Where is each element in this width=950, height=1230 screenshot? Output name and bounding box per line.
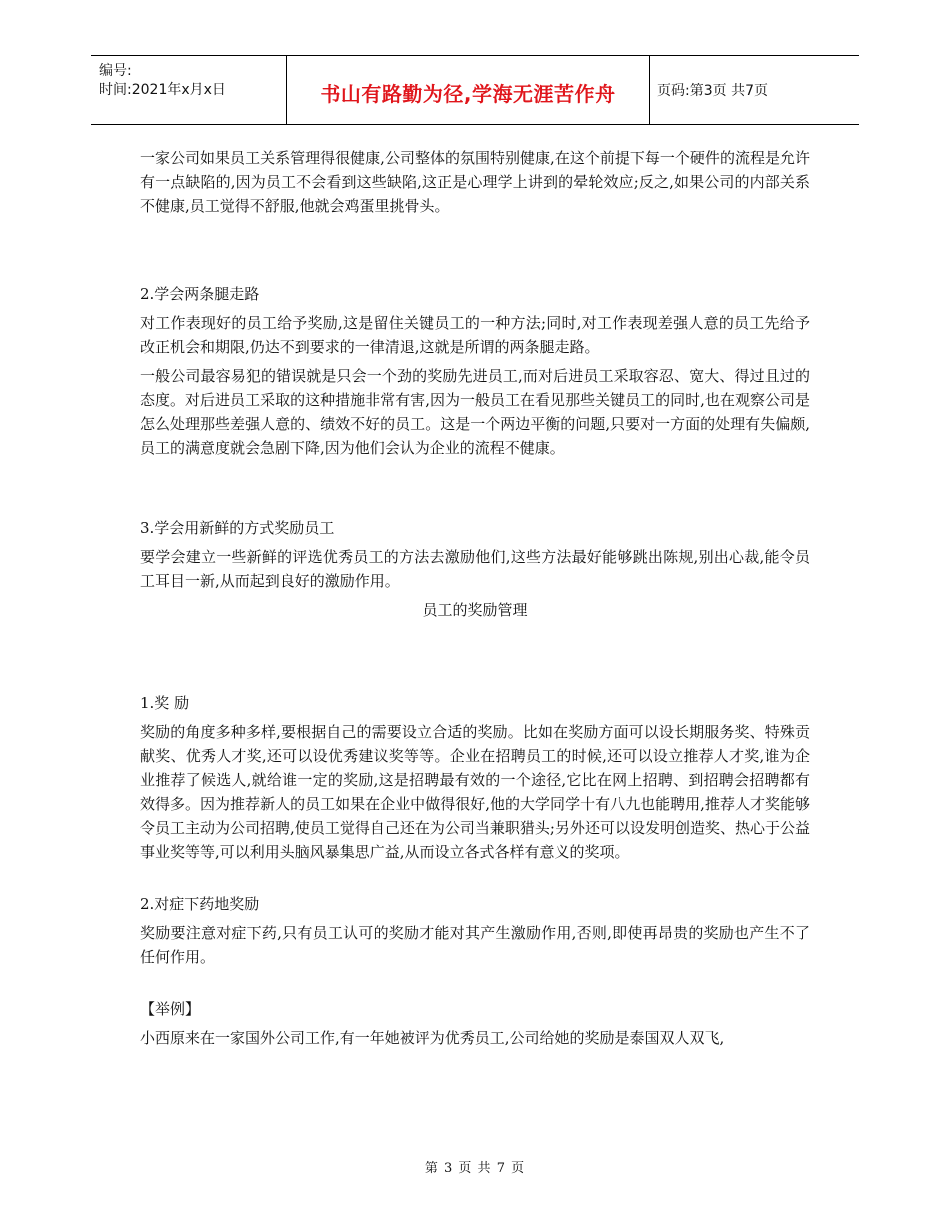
header-right-cell	[649, 56, 859, 124]
paragraph: 小西原来在一家国外公司工作,有一年她被评为优秀员工,公司给她的奖励是泰国双人双飞,	[140, 1029, 725, 1047]
document-time-label: 时间:2021年x月x日	[99, 82, 226, 98]
paragraph: 一般公司最容易犯的错误就是只会一个劲的奖励先进员工,而对后进员工采取容忍、宽大、得过且过的态度。对后进员工采取的这种措施非常有害,因为一般员工在看见那些关键员工的同时,也在观察公司是怎么处理那些差强人意的、绩效不好的员工。这是一个两边平衡的问题,只要对一方面的处理有失偏颇,员工的满意度就会急剧下降,因为他们会认为企业的流程不健康。	[140, 367, 810, 457]
section-heading: 3.学会用新鲜的方式奖励员工	[140, 519, 335, 537]
section-heading: 1.奖 励	[140, 694, 190, 712]
header-motto: 书山有路勤为径,学海无涯苦作舟	[320, 82, 616, 106]
paragraph: 奖励要注意对症下药,只有员工认可的奖励才能对其产生激励作用,否则,即使再昂贵的奖励也产生不了任何作用。	[140, 924, 810, 966]
header-left-cell	[91, 56, 286, 124]
page-footer: 第 3 页 共 7 页	[424, 1161, 526, 1176]
document-number-label: 编号:	[99, 63, 132, 79]
paragraph: 奖励的角度多种多样,要根据自己的需要设立合适的奖励。比如在奖励方面可以设长期服务奖、特殊贡献奖、优秀人才奖,还可以设优秀建议奖等等。企业在招聘员工的时候,还可以设立推荐人才奖,谁为企业推荐了候选人,就给谁一定的奖励,这是招聘最有效的一个途径,它比在网上招聘、到招聘会招聘都有效得多。因为推荐新人的员工如果在企业中做得很好,他的大学同学十有八九也能聘用,推荐人才奖能够令员工主动为公司招聘,使员工觉得自己还在为公司当兼职猎头;另外还可以设发明创造奖、热心于公益事业奖等等,可以利用头脑风暴集思广益,从而设立各式各样有意义的奖项。	[140, 723, 810, 861]
paragraph: 对工作表现好的员工给予奖励,这是留住关键员工的一种方法;同时,对工作表现差强人意的员工先给予改正机会和期限,仍达不到要求的一律清退,这就是所谓的两条腿走路。	[140, 314, 810, 356]
page-header	[91, 55, 859, 125]
header-motto-cell	[286, 56, 650, 124]
header-page-label: 页码:第3页 共7页	[657, 83, 768, 99]
section-heading: 2.对症下药地奖励	[140, 895, 260, 913]
section-heading: 【举例】	[140, 1000, 201, 1018]
section-title: 员工的奖励管理	[422, 601, 528, 619]
document-body	[140, 146, 810, 1050]
paragraph: 一家公司如果员工关系管理得很健康,公司整体的氛围特别健康,在这个前提下每一个硬件的流程是允许有一点缺陷的,因为员工不会看到这些缺陷,这正是心理学上讲到的晕轮效应;反之,如果公司的内部关系不健康,员工觉得不舒服,他就会鸡蛋里挑骨头。	[140, 149, 810, 215]
paragraph: 要学会建立一些新鲜的评选优秀员工的方法去激励他们,这些方法最好能够跳出陈规,别出心裁,能令员工耳目一新,从而起到良好的激励作用。	[140, 548, 810, 590]
section-heading: 2.学会两条腿走路	[140, 285, 260, 303]
